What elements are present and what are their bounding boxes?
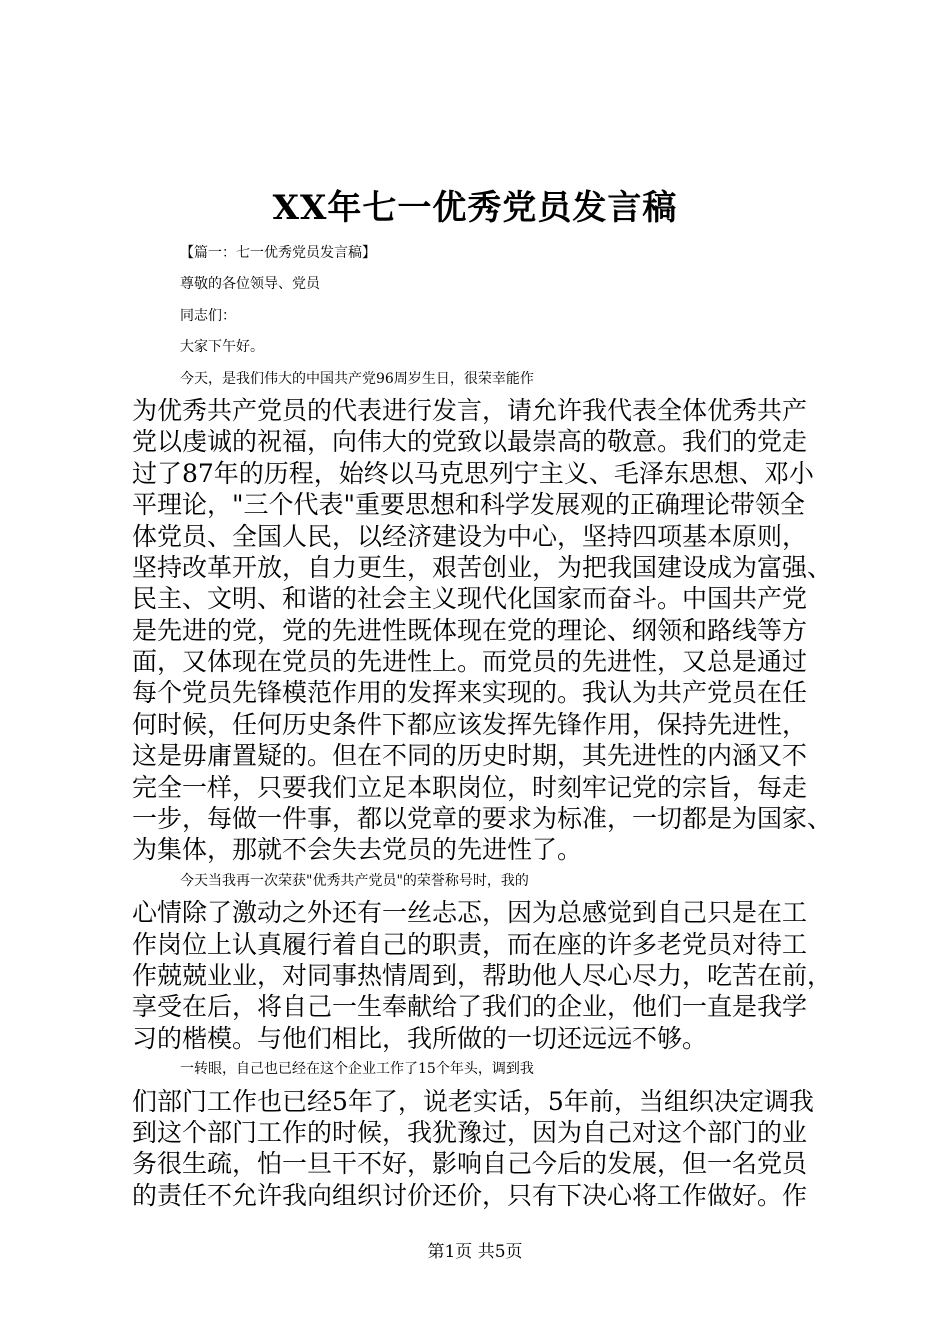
page-footer: 第1页 共5页 bbox=[427, 1242, 523, 1262]
document-body bbox=[132, 238, 834, 1211]
text-line: 平理论，"三个代表"重要思想和科学发展观的正确理论带领全 bbox=[132, 490, 806, 520]
text-line: 享受在后，将自己一生奉献给了我们的企业，他们一直是我学 bbox=[132, 992, 808, 1022]
text-line: 是先进的党，党的先进性既体现在党的理论、纲领和路线等方 bbox=[132, 615, 808, 645]
text-line: 们部门工作也已经5年了，说老实话，5年前，当组织决定调我 bbox=[132, 1086, 814, 1116]
text-line: 面，又体现在党员的先进性上。而党员的先进性，又总是通过 bbox=[132, 647, 808, 677]
text-line: 一转眼，自己也已经在这个企业工作了15个年头，调到我 bbox=[180, 1061, 534, 1078]
text-line: 一步，每做一件事，都以党章的要求为标准，一切都是为国家、 bbox=[132, 804, 833, 834]
text-line: 民主、文明、和谐的社会主义现代化国家而奋斗。中国共产党 bbox=[132, 584, 808, 614]
document-title: XX年七一优秀党员发言稿 bbox=[272, 188, 678, 228]
text-line: 体党员、全国人民，以经济建设为中心，坚持四项基本原则， bbox=[132, 521, 808, 551]
text-line: 党以虔诚的祝福，向伟大的党致以最崇高的敬意。我们的党走 bbox=[132, 427, 808, 457]
text-line: 作岗位上认真履行着自己的职责，而在座的许多老党员对待工 bbox=[132, 929, 808, 959]
text-line: 尊敬的各位领导、党员 bbox=[180, 276, 320, 293]
text-line: 何时候，任何历史条件下都应该发挥先锋作用，保持先进性， bbox=[132, 709, 808, 739]
text-line: 今天，是我们伟大的中国共产党96周岁生日，很荣幸能作 bbox=[180, 370, 534, 387]
text-line: 大家下午好。 bbox=[180, 339, 264, 356]
text-line: 今天当我再一次荣获"优秀共产党员"的荣誉称号时，我的 bbox=[180, 872, 529, 889]
text-line: 为集体，那就不会失去党员的先进性了。 bbox=[132, 835, 583, 865]
text-line: 务很生疏，怕一旦干不好，影响自己今后的发展，但一名党员 bbox=[132, 1149, 808, 1179]
text-line: 同志们： bbox=[180, 307, 236, 324]
text-line: 到这个部门工作的时候，我犹豫过，因为自己对这个部门的业 bbox=[132, 1117, 808, 1147]
text-line: 这是毋庸置疑的。但在不同的历史时期，其先进性的内涵又不 bbox=[132, 741, 808, 771]
text-line: 每个党员先锋模范作用的发挥来实现的。我认为共产党员在任 bbox=[132, 678, 808, 708]
text-line: 过了87年的历程，始终以马克思列宁主义、毛泽东思想、邓小 bbox=[132, 458, 814, 488]
text-line: 坚持改革开放，自力更生，艰苦创业，为把我国建设成为富强、 bbox=[132, 552, 833, 582]
text-line: 的责任不允许我向组织讨价还价，只有下决心将工作做好。作 bbox=[132, 1180, 808, 1210]
text-line: 作兢兢业业，对同事热情周到，帮助他人尽心尽力，吃苦在前， bbox=[132, 960, 833, 990]
text-line: 心情除了激动之外还有一丝忐忑，因为总感觉到自己只是在工 bbox=[132, 898, 808, 928]
text-line: 完全一样，只要我们立足本职岗位，时刻牢记党的宗旨，每走 bbox=[132, 772, 808, 802]
text-line: 习的楷模。与他们相比，我所做的一切还远远不够。 bbox=[132, 1023, 708, 1053]
text-line: 为优秀共产党员的代表进行发言，请允许我代表全体优秀共产 bbox=[132, 395, 808, 425]
text-line: 【篇一：七一优秀党员发言稿】 bbox=[180, 245, 376, 261]
